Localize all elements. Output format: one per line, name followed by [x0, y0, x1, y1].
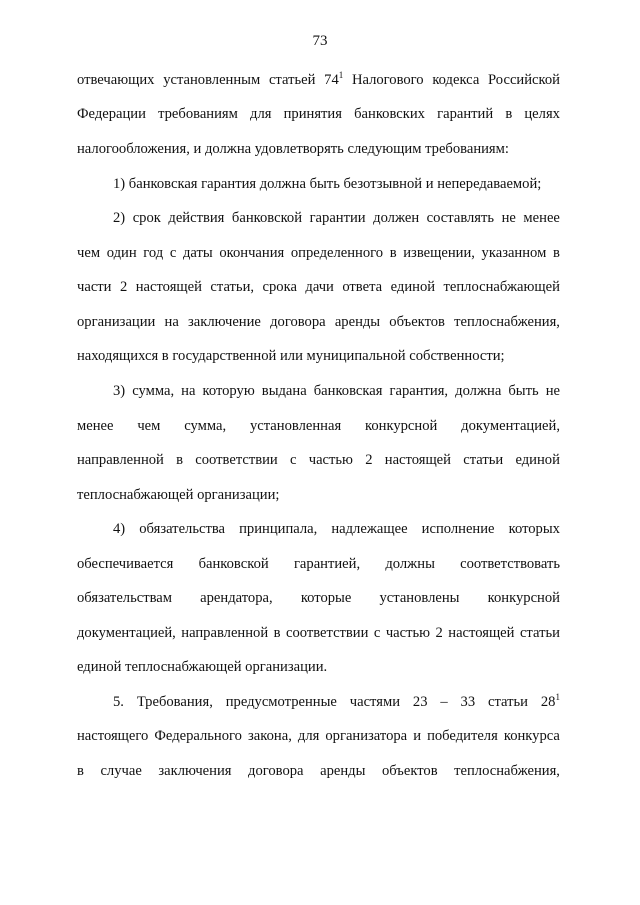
word: кодекса	[432, 72, 480, 88]
word: менее	[77, 418, 114, 434]
word: быть	[508, 383, 539, 399]
word: один	[106, 245, 137, 261]
word: единой	[390, 279, 436, 295]
word: чем	[77, 245, 101, 261]
word: год	[143, 245, 164, 261]
word: окончания	[219, 245, 285, 261]
page-number: 73	[312, 33, 328, 49]
word: Налогового	[351, 72, 424, 88]
word: в	[176, 452, 184, 468]
word: конкурсной	[365, 418, 438, 434]
word: 5.	[113, 694, 124, 710]
word: направленной	[181, 625, 269, 641]
word: срока	[262, 279, 297, 295]
word: статьи,	[210, 279, 255, 295]
word: части	[77, 279, 112, 295]
word: случае	[100, 763, 142, 779]
word: 2	[119, 279, 128, 295]
superscript: 1	[338, 70, 344, 80]
word: гарантией,	[293, 556, 361, 572]
word: для	[297, 728, 320, 744]
word: объектов	[381, 763, 438, 779]
word: в	[552, 245, 560, 261]
word: Российской	[488, 72, 560, 88]
word: в	[389, 245, 397, 261]
word: указанном	[481, 245, 547, 261]
word: арендатора,	[200, 590, 273, 606]
word: документацией,	[77, 625, 176, 641]
text-line	[77, 762, 560, 780]
word: менее	[523, 210, 560, 226]
word: 4)	[113, 521, 126, 537]
superscript: 1	[555, 692, 560, 702]
word: 23	[412, 694, 428, 710]
word: банковской	[198, 556, 269, 572]
word: документацией,	[461, 418, 560, 434]
text-line: находящихся в государственной или муниципальной собственности;	[77, 348, 505, 364]
word: соответствовать	[460, 556, 560, 572]
text-line	[77, 278, 560, 296]
word: конкурса	[503, 728, 560, 744]
word: 2	[365, 452, 373, 468]
word: заключения	[158, 763, 232, 779]
text-line	[77, 313, 560, 331]
word: статьи	[488, 694, 528, 710]
word: должны	[385, 556, 435, 572]
word: извещении,	[403, 245, 475, 261]
word: настоящей	[384, 452, 451, 468]
word: заключение	[188, 314, 261, 330]
word: сумма,	[184, 418, 227, 434]
word: установленная	[249, 418, 342, 434]
word: для	[250, 106, 272, 122]
word: статьи	[463, 452, 504, 468]
word: ответа	[342, 279, 383, 295]
word: банковской	[231, 210, 303, 226]
text-line	[113, 520, 560, 538]
word: 2	[435, 625, 443, 641]
word: 3)	[113, 383, 126, 399]
word: принятия	[283, 106, 342, 122]
word: объектов	[389, 314, 445, 330]
word: в	[77, 763, 84, 779]
word: $28^1$	[540, 692, 560, 710]
word: даты	[182, 245, 213, 261]
word: банковских	[354, 106, 425, 122]
word: Федерации	[77, 106, 146, 122]
word: обязательствам	[77, 590, 172, 606]
word: настоящей	[448, 625, 515, 641]
word: с	[169, 245, 177, 261]
word: требованиям	[158, 106, 238, 122]
word: на	[181, 383, 196, 399]
word: дачи	[305, 279, 334, 295]
text-line: единой теплоснабжающей организации.	[77, 659, 328, 675]
word: не	[545, 383, 560, 399]
text-line	[77, 451, 560, 469]
word: соответствии	[285, 625, 369, 641]
word: аренды	[320, 763, 366, 779]
word: составлять	[426, 210, 495, 226]
word: договора	[270, 314, 326, 330]
word: гарантии	[309, 210, 366, 226]
word: Требования,	[136, 694, 213, 710]
word: договора	[248, 763, 304, 779]
text-line: налогообложения, и должна удовлетворять следующим требованиям:	[77, 141, 509, 157]
text-line	[77, 105, 560, 123]
text-line	[77, 624, 560, 642]
word: не	[501, 210, 516, 226]
word: закона,	[248, 728, 292, 744]
word: гарантий	[437, 106, 494, 122]
word: предусмотренные	[225, 694, 337, 710]
word: соответствии	[195, 452, 278, 468]
word: –	[440, 694, 448, 710]
word: принципала,	[239, 521, 318, 537]
text-line	[77, 555, 560, 573]
text-line	[113, 209, 560, 227]
word: организатора	[325, 728, 408, 744]
word: гарантия,	[389, 383, 449, 399]
word: определенного	[290, 245, 384, 261]
word: должна	[455, 383, 502, 399]
word: с	[290, 452, 297, 468]
word: Федерального	[154, 728, 242, 744]
word: обеспечивается	[77, 556, 174, 572]
text-line	[77, 417, 560, 435]
word: $74^1$	[324, 70, 344, 88]
word: теплоснабжающей	[443, 279, 560, 295]
word: действия	[168, 210, 225, 226]
text-line	[77, 589, 560, 607]
text-line	[77, 71, 560, 89]
word: которых	[508, 521, 560, 537]
word: на	[164, 314, 179, 330]
word: исполнение	[421, 521, 495, 537]
word: в	[273, 625, 281, 641]
word: обязательства	[139, 521, 226, 537]
text-line: теплоснабжающей организации;	[77, 487, 280, 503]
word: установлены	[379, 590, 460, 606]
text-line: 1) банковская гарантия должна быть безотзывной и непередаваемой;	[113, 176, 542, 192]
word: установленным	[163, 72, 261, 88]
word: сумма,	[132, 383, 175, 399]
word: частью	[308, 452, 353, 468]
word: надлежащее	[331, 521, 408, 537]
text-line	[77, 727, 560, 745]
word: конкурсной	[487, 590, 560, 606]
word: 2)	[113, 210, 126, 226]
word: целях	[524, 106, 560, 122]
word: статьи	[519, 625, 560, 641]
word: 33	[460, 694, 476, 710]
word: частью	[385, 625, 431, 641]
word: настоящей	[135, 279, 202, 295]
word: статьей	[268, 72, 316, 88]
text-line	[113, 382, 560, 400]
word: теплоснабжения,	[454, 763, 560, 779]
word: в	[505, 106, 513, 122]
word: отвечающих	[77, 72, 155, 88]
word: единой	[515, 452, 560, 468]
word: частями	[349, 694, 401, 710]
word: аренды	[334, 314, 381, 330]
word: настоящего	[77, 728, 149, 744]
word: срок	[132, 210, 161, 226]
word: которую	[202, 383, 255, 399]
word: банковская	[313, 383, 383, 399]
word: выдана	[261, 383, 307, 399]
word: которые	[300, 590, 352, 606]
word: направленной	[77, 452, 164, 468]
word: организации	[77, 314, 156, 330]
text-line	[77, 244, 560, 262]
word: должен	[373, 210, 420, 226]
word: победителя	[427, 728, 498, 744]
word: и	[413, 728, 422, 744]
text-line	[113, 693, 560, 711]
word: с	[373, 625, 381, 641]
word: теплоснабжения,	[454, 314, 560, 330]
word: чем	[137, 418, 161, 434]
